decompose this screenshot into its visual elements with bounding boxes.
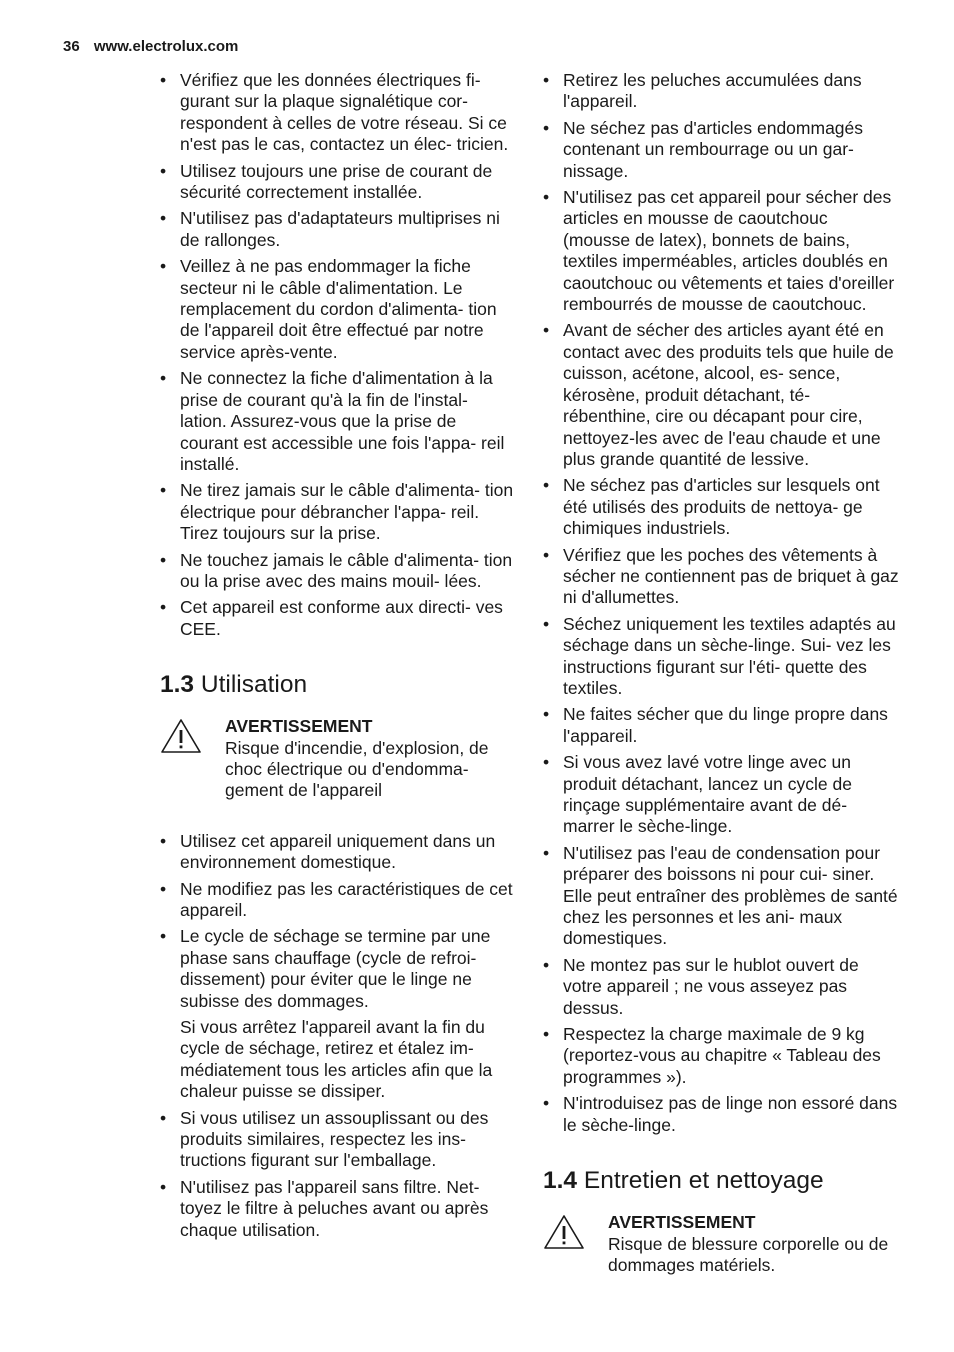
list-item: • N'utilisez pas l'appareil sans filtre. Net- toyez le filtre à peluches avant ou après chaque utilisation.: [160, 1176, 489, 1240]
safety-list-drying: [543, 70, 899, 1136]
list-item: • Ne séchez pas d'articles sur lesquels ont été utilisés des produits de nettoya- ge chimiques industriels.: [543, 475, 880, 539]
warning-text: Risque d'incendie, d'explosion, de choc électrique ou d'endomma- gement de l'appareil: [225, 737, 489, 801]
site-url: www.electrolux.com: [93, 38, 239, 55]
list-item: • Vérifiez que les poches des vêtements à sécher ne contiennent pas de briquet à gaz ni d'allumettes.: [543, 544, 899, 608]
left-column: [160, 70, 516, 1246]
list-item: • Ne modifiez pas les caractéristiques de cet appareil.: [160, 878, 513, 920]
list-item: • Vérifiez que les données électriques fi- gurant sur la plaque signalétique cor- respondent à celles de votre réseau. Si ce n'est pas le cas, contactez un élec- tricien.: [160, 70, 509, 155]
list-item: • Utilisez toujours une prise de courant de sécurité correctement installée.: [160, 160, 493, 203]
list-item: • N'utilisez pas d'adaptateurs multiprises ni de rallonges.: [160, 208, 500, 250]
warning-triangle-icon: [160, 718, 202, 759]
page-number: 36: [63, 38, 80, 55]
list-item: • Le cycle de séchage se termine par une phase sans chauffage (cycle de refroi- dissement) pour éviter que le linge ne subisse des dommages.: [160, 926, 491, 1011]
warning-title: AVERTISSEMENT: [225, 716, 373, 737]
warning-triangle-icon: [543, 1214, 585, 1255]
right-column: [543, 70, 899, 1276]
list-item: • N'introduisez pas de linge non essoré dans le sèche-linge.: [543, 1093, 898, 1135]
list-item: • Retirez les peluches accumulées dans l'appareil.: [543, 70, 862, 112]
warning-title: AVERTISSEMENT: [608, 1212, 756, 1233]
page-header: [63, 38, 238, 55]
section-title-entretien: 1.4 Entretien et nettoyage: [543, 1167, 824, 1195]
list-item: • Avant de sécher des articles ayant été en contact avec des produits tels que huile de cuisson, acétone, alcool, es- sence, kérosène, produit détachant, té- rébenthine, cire ou décapant pour cire, nettoyez-les avec de l'eau chaude et une plus grande quantité de lessive.: [543, 320, 894, 469]
list-item: • N'utilisez pas cet appareil pour sécher des articles en mousse de caoutchouc (mousse de latex), bonnets de bains, textiles imperméables, articles doublés en caoutchouc ou vêtements et taies d'oreiller rembourrés de mousse de caoutchouc.: [543, 187, 895, 315]
list-item: • Ne montez pas sur le hublot ouvert de votre appareil ; ne vous asseyez pas dessus.: [543, 954, 859, 1018]
list-item: • N'utilisez pas l'eau de condensation pour préparer des boissons ni pour cui- siner. Elle peut entraîner des problèmes de santé chez les personnes et les ani- maux domestiques.: [543, 842, 898, 949]
list-item: • Ne séchez pas d'articles endommagés contenant un rembourrage ou un gar- nissage.: [543, 117, 864, 181]
safety-list-usage-continued: [160, 1108, 516, 1241]
safety-list-electrical: [160, 70, 516, 640]
list-item: • Ne connectez la fiche d'alimentation à la prise de courant qu'à la fin de l'instal- lation. Assurez-vous que la prise de courant est accessible une fois l'appa- reil installé.: [160, 368, 505, 474]
safety-list-usage: [160, 831, 516, 1012]
warning-box-entretien: [543, 1212, 899, 1276]
cooldown-note: Si vous arrêtez l'appareil avant la fin du cycle de séchage, retirez et étalez im- médiatement tous les articles afin que la chaleur puisse se dissiper.: [180, 1017, 493, 1102]
list-item: • Ne tirez jamais sur le câble d'alimenta- tion électrique pour débrancher l'appa- reil. Tirez toujours sur la prise.: [160, 480, 514, 544]
list-item: • Veillez à ne pas endommager la fiche secteur ni le câble d'alimentation. Le remplacement du cordon d'alimenta- tion de l'appareil doit être effectué par notre service après-vente.: [160, 256, 497, 362]
list-item: • Utilisez cet appareil uniquement dans un environnement domestique.: [160, 830, 496, 873]
list-item: • Si vous avez lavé votre linge avec un produit détachant, lancez un cycle de rinçage supplémentaire avant de dé- marrer le sèche-linge.: [543, 752, 852, 837]
warning-text: Risque de blessure corporelle ou de dommages matériels.: [608, 1233, 889, 1275]
section-title-utilisation: 1.3 Utilisation: [160, 671, 308, 699]
warning-box-utilisation: [160, 716, 516, 802]
list-item: • Séchez uniquement les textiles adaptés au séchage dans un sèche-linge. Sui- vez les instructions figurant sur l'éti- quette des textiles.: [543, 613, 896, 698]
list-item: • Respectez la charge maximale de 9 kg (reportez-vous au chapitre « Tableau des programmes »).: [543, 1024, 881, 1087]
list-item: • Ne touchez jamais le câble d'alimenta- tion ou la prise avec des mains mouil- lées.: [160, 549, 513, 591]
list-item: • Ne faites sécher que du linge propre dans l'appareil.: [543, 704, 888, 746]
list-item: • Si vous utilisez un assouplissant ou des produits similaires, respectez les ins- tructions figurant sur l'emballage.: [160, 1107, 489, 1171]
list-item: • Cet appareil est conforme aux directi- ves CEE.: [160, 597, 503, 639]
